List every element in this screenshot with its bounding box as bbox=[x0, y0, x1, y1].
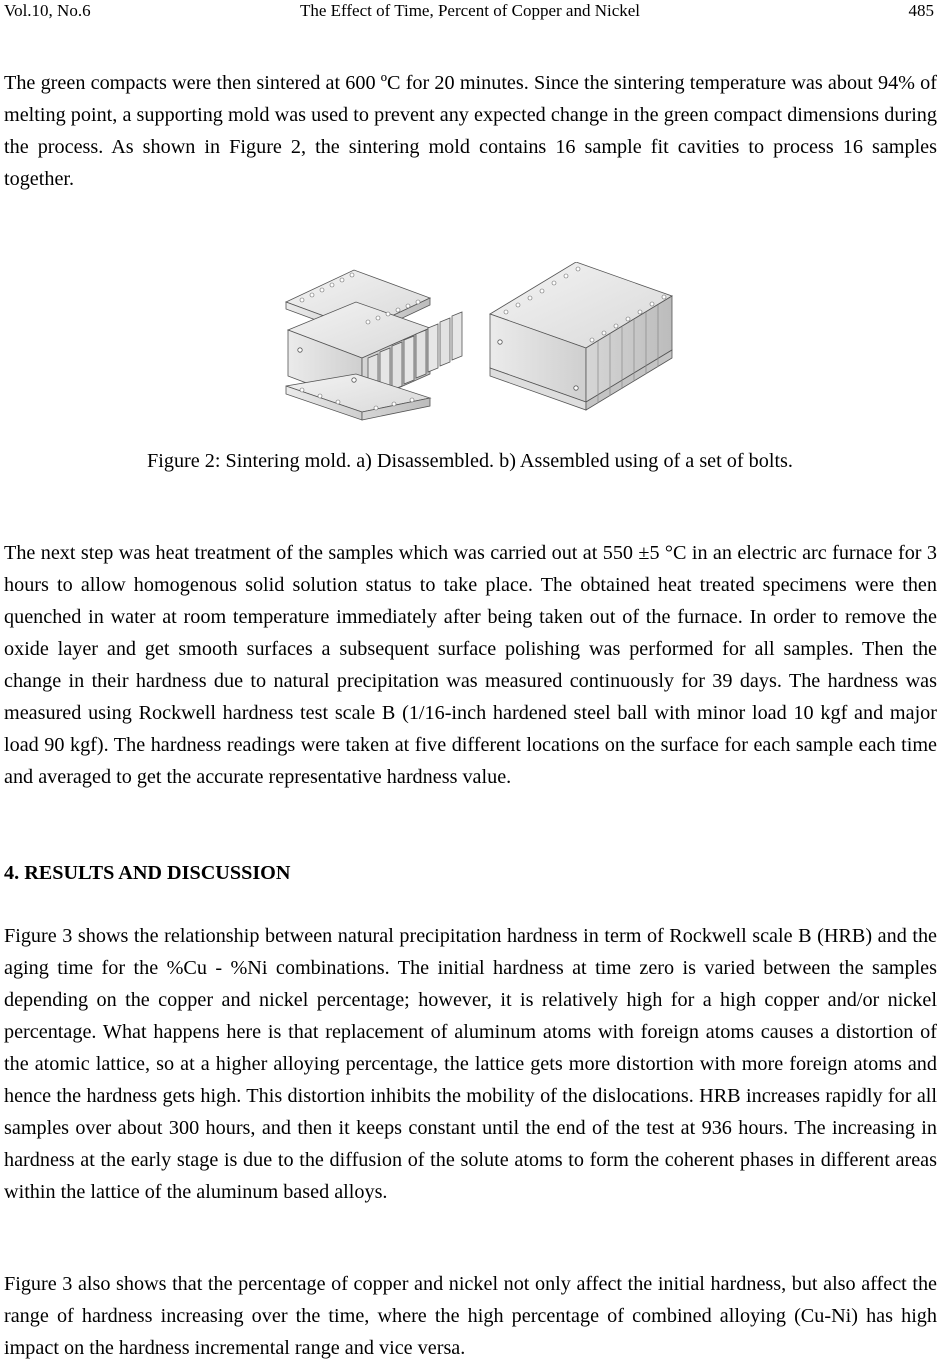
page-header bbox=[0, 0, 940, 24]
volume-label: Vol.10, No.6 bbox=[4, 1, 91, 20]
paragraph-sintering: The green compacts were then sintered at 600 ºC for 20 minutes. Since the sintering temperature was about 94% of melting point, a supporting mold was used to prevent any expected change in the green compact dimensions during the process. As shown in Figure 2, the sintering mold contains 16 sample fit cavities to process 16 samples together. bbox=[4, 72, 937, 190]
sintering-mold-illustration bbox=[280, 262, 680, 442]
paragraph-results: Figure 3 shows the relationship between natural precipitation hardness in term of Rockwell scale B (HRB) and the aging time for the %Cu - %Ni combinations. The initial hardness at time zero is varied between the samples depending on the copper and nickel percentage; however, it is relatively high for a high copper and/or nickel percentage. What happens here is that replacement of aluminum atoms with foreign atoms causes a distortion of the atomic lattice, so at a higher alloying percentage, the lattice gets more distortion with more foreign atoms and hence the hardness gets high. This distortion inhibits the mobility of the dislocations. HRB increases rapidly for all samples over about 300 hours, and then it keeps constant until the end of the test at 936 hours. The increasing in hardness at the early stage is due to the diffusion of the solute atoms to form the coherent phases in different areas within the lattice of the aluminum based alloys. bbox=[4, 925, 937, 1203]
paragraph-heat-treatment: The next step was heat treatment of the samples which was carried out at 550 ±5 °C in an electric arc furnace for 3 hours to allow homogenous solid solution status to take place. The obtained heat treated specimens were then quenched in water at room temperature immediately after being taken out of the furnace. In order to remove the oxide layer and get smooth surfaces a subsequent surface polishing was performed for all samples. Then the change in their hardness due to natural precipitation was measured continuously for 39 days. The hardness was measured using Rockwell hardness test scale B (1/16-inch hardened steel ball with minor load 10 kgf and major load 90 kgf). The hardness readings were taken at five different locations on the surface for each sample each time and averaged to get the accurate representative hardness value. bbox=[4, 542, 937, 788]
section-heading-results: 4. RESULTS AND DISCUSSION bbox=[4, 862, 291, 884]
running-title: The Effect of Time, Percent of Copper and Nickel bbox=[299, 1, 641, 20]
figure-sintering-mold bbox=[280, 262, 680, 442]
figure-caption: Figure 2: Sintering mold. a) Disassembled. b) Assembled using of a set of bolts. bbox=[147, 450, 793, 472]
paragraph-results-continued: Figure 3 also shows that the percentage of copper and nickel not only affect the initial hardness, but also affect the range of hardness increasing over the time, where the high percentage of combined alloying (Cu-Ni) has high impact on the hardness incremental range and vice versa. bbox=[4, 1273, 937, 1359]
disassembled-mold bbox=[286, 270, 462, 420]
page-number: 485 bbox=[908, 1, 934, 20]
assembled-mold bbox=[490, 262, 672, 410]
